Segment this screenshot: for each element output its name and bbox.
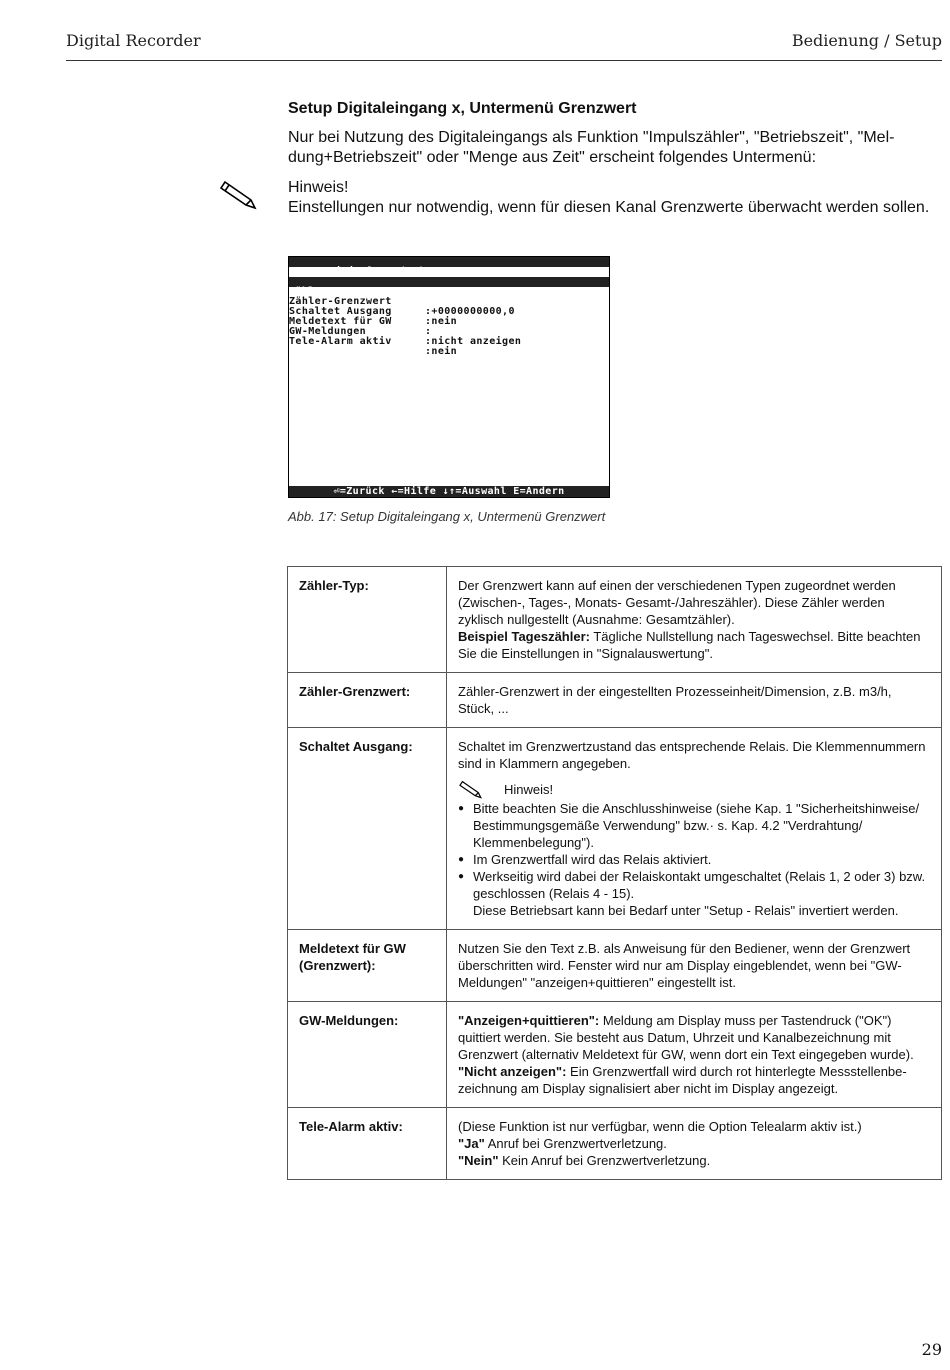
option-text: Ein Grenzwertfall wird durch rot hinterlegte Messstellenbezeichnung am Display signalisiert aber nicht im Display angezeigt. <box>458 1064 907 1096</box>
description-text: (Diese Funktion ist nur verfügbar, wenn die Option Telealarm aktiv ist.) <box>458 1119 862 1134</box>
param-label: Meldetext für GW (Grenzwert): <box>288 930 447 1002</box>
figure-caption: Abb. 17: Setup Digitaleingang x, Untermenü Grenzwert <box>288 509 606 524</box>
hint-label: Hinweis! <box>288 179 349 196</box>
table-row <box>288 567 942 673</box>
after-bullets-text: Diese Betriebsart kann bei Bedarf unter "Setup - Relais" invertiert werden. <box>473 903 899 918</box>
screen-footer-keys: ⏎=Zurück ←=Hilfe ↓↑=Auswahl E=Ändern <box>289 486 609 497</box>
bullet-list <box>458 800 931 902</box>
menu-row-key: Meldetext für GW <box>289 316 392 327</box>
menu-row-value: :+0000000000,0 <box>425 306 515 317</box>
table-row <box>288 728 942 930</box>
menu-row-key: Tele-Alarm aktiv <box>289 336 392 347</box>
table-row <box>288 1108 942 1180</box>
table-row <box>288 673 942 728</box>
menu-row-value: :nein <box>425 346 458 357</box>
intro-paragraph: Nur bei Nutzung des Digitaleingangs als Funktion "Impulszähler", "Betriebszeit", "Meldung+Betriebszeit" oder "Menge aus Zeit" erscheint folgendes Untermenü: <box>288 129 895 166</box>
option-text: Kein Anruf bei Grenzwertverletzung. <box>498 1153 711 1168</box>
option-label: "Nicht anzeigen": <box>458 1064 567 1079</box>
screen-title-bar <box>289 257 609 277</box>
option-label: "Nein" <box>458 1153 499 1168</box>
option-label: "Anzeigen+quittieren": <box>458 1013 600 1028</box>
device-screen <box>288 256 610 498</box>
parameter-table <box>287 566 942 1180</box>
menu-row-key: Zähler-Grenzwert <box>289 296 392 307</box>
inline-hint <box>458 778 931 800</box>
screen-title: Digital 1 ( 1) / Grenzwert 1 <box>329 266 516 277</box>
menu-row-key: Zähler-Typ <box>289 286 354 297</box>
menu-row-value: : <box>425 326 432 337</box>
menu-row-value: :nicht anzeigen <box>425 336 522 347</box>
header-divider <box>66 60 942 61</box>
param-description <box>447 1108 942 1180</box>
param-label: Zähler-Grenzwert: <box>288 673 447 728</box>
menu-row-value: :Zwischenzähler <box>425 296 522 307</box>
description-text: Schaltet im Grenzwertzustand das entsprechende Relais. Die Klemmennummern sind in Klammern angegeben. <box>458 739 926 771</box>
running-header-right: Bedienung / Setup <box>791 31 942 50</box>
menu-row-value: :nein <box>425 316 458 327</box>
param-label: Zähler-Typ: <box>288 567 447 673</box>
param-label: Schaltet Ausgang: <box>288 728 447 930</box>
option-text: Meldung am Display muss per Tastendruck ("OK") quittiert werden. Sie besteht aus Datum, Uhrzeit und Kanalbezeichnung mit Grenzwert (alternativ Meldetext für GW, wenn dort ein Text eingegeben wurde). <box>458 1013 914 1062</box>
list-item: ● Werkseitig wird dabei der Relaiskontakt umgeschaltet (Relais 1, 2 oder 3) bzw. geschlossen (Relais 4 - 15). <box>473 868 931 902</box>
hint-text: Einstellungen nur notwendig, wenn für diesen Kanal Grenzwerte überwacht werden sollen. <box>288 199 930 216</box>
example-text: Tägliche Nullstellung nach Tageswechsel. Bitte beachten Sie die Einstellungen in "Signalauswertung". <box>458 629 921 661</box>
param-description <box>447 1002 942 1108</box>
menu-row-key: GW-Meldungen <box>289 326 367 337</box>
option-text: Anruf bei Grenzwertverletzung. <box>484 1136 667 1151</box>
pencil-note-icon <box>219 176 259 212</box>
param-label: GW-Meldungen: <box>288 1002 447 1108</box>
list-item: ● Im Grenzwertfall wird das Relais aktiviert. <box>473 851 931 868</box>
pencil-note-icon <box>458 778 484 800</box>
param-description <box>447 567 942 673</box>
section-title: Setup Digitaleingang x, Untermenü Grenzwert <box>288 100 637 117</box>
param-description: Nutzen Sie den Text z.B. als Anweisung für den Bediener, wenn der Grenzwert überschritten wird. Fenster wird nur am Display eingeblendet, wenn bei "GW-Meldungen" "anzeigen+quittieren" eingestellt ist. <box>447 930 942 1002</box>
table-row <box>288 1002 942 1108</box>
menu-row-key: Schaltet Ausgang <box>289 306 392 317</box>
running-header-left: Digital Recorder <box>66 31 201 50</box>
list-item: ● Bitte beachten Sie die Anschlusshinweise (siehe Kap. 1 "Sicherheitshinweise/ Bestimmungsgemäße Verwendung" bzw.· s. Kap. 4.2 "Verdrahtung/ Klemmenbelegung"). <box>473 800 931 851</box>
param-description <box>447 728 942 930</box>
inline-hint-label: Hinweis! <box>504 781 554 797</box>
page-number: 29 <box>921 1340 942 1359</box>
table-row <box>288 930 942 1002</box>
option-label: "Ja" <box>458 1136 485 1151</box>
param-label: Tele-Alarm aktiv: <box>288 1108 447 1180</box>
description-text: Der Grenzwert kann auf einen der verschiedenen Typen zugeordnet werden (Zwischen-, Tages-, Monats- Gesamt-/Jahreszähler). Diese Zähler werden zyklisch nullgestellt (Ausnahme: Gesamtzähler). <box>458 578 896 627</box>
param-description: Zähler-Grenzwert in der eingestellten Prozesseinheit/Dimension, z.B. m3/h, Stück, ... <box>447 673 942 728</box>
example-label: Beispiel Tageszähler: <box>458 629 590 644</box>
